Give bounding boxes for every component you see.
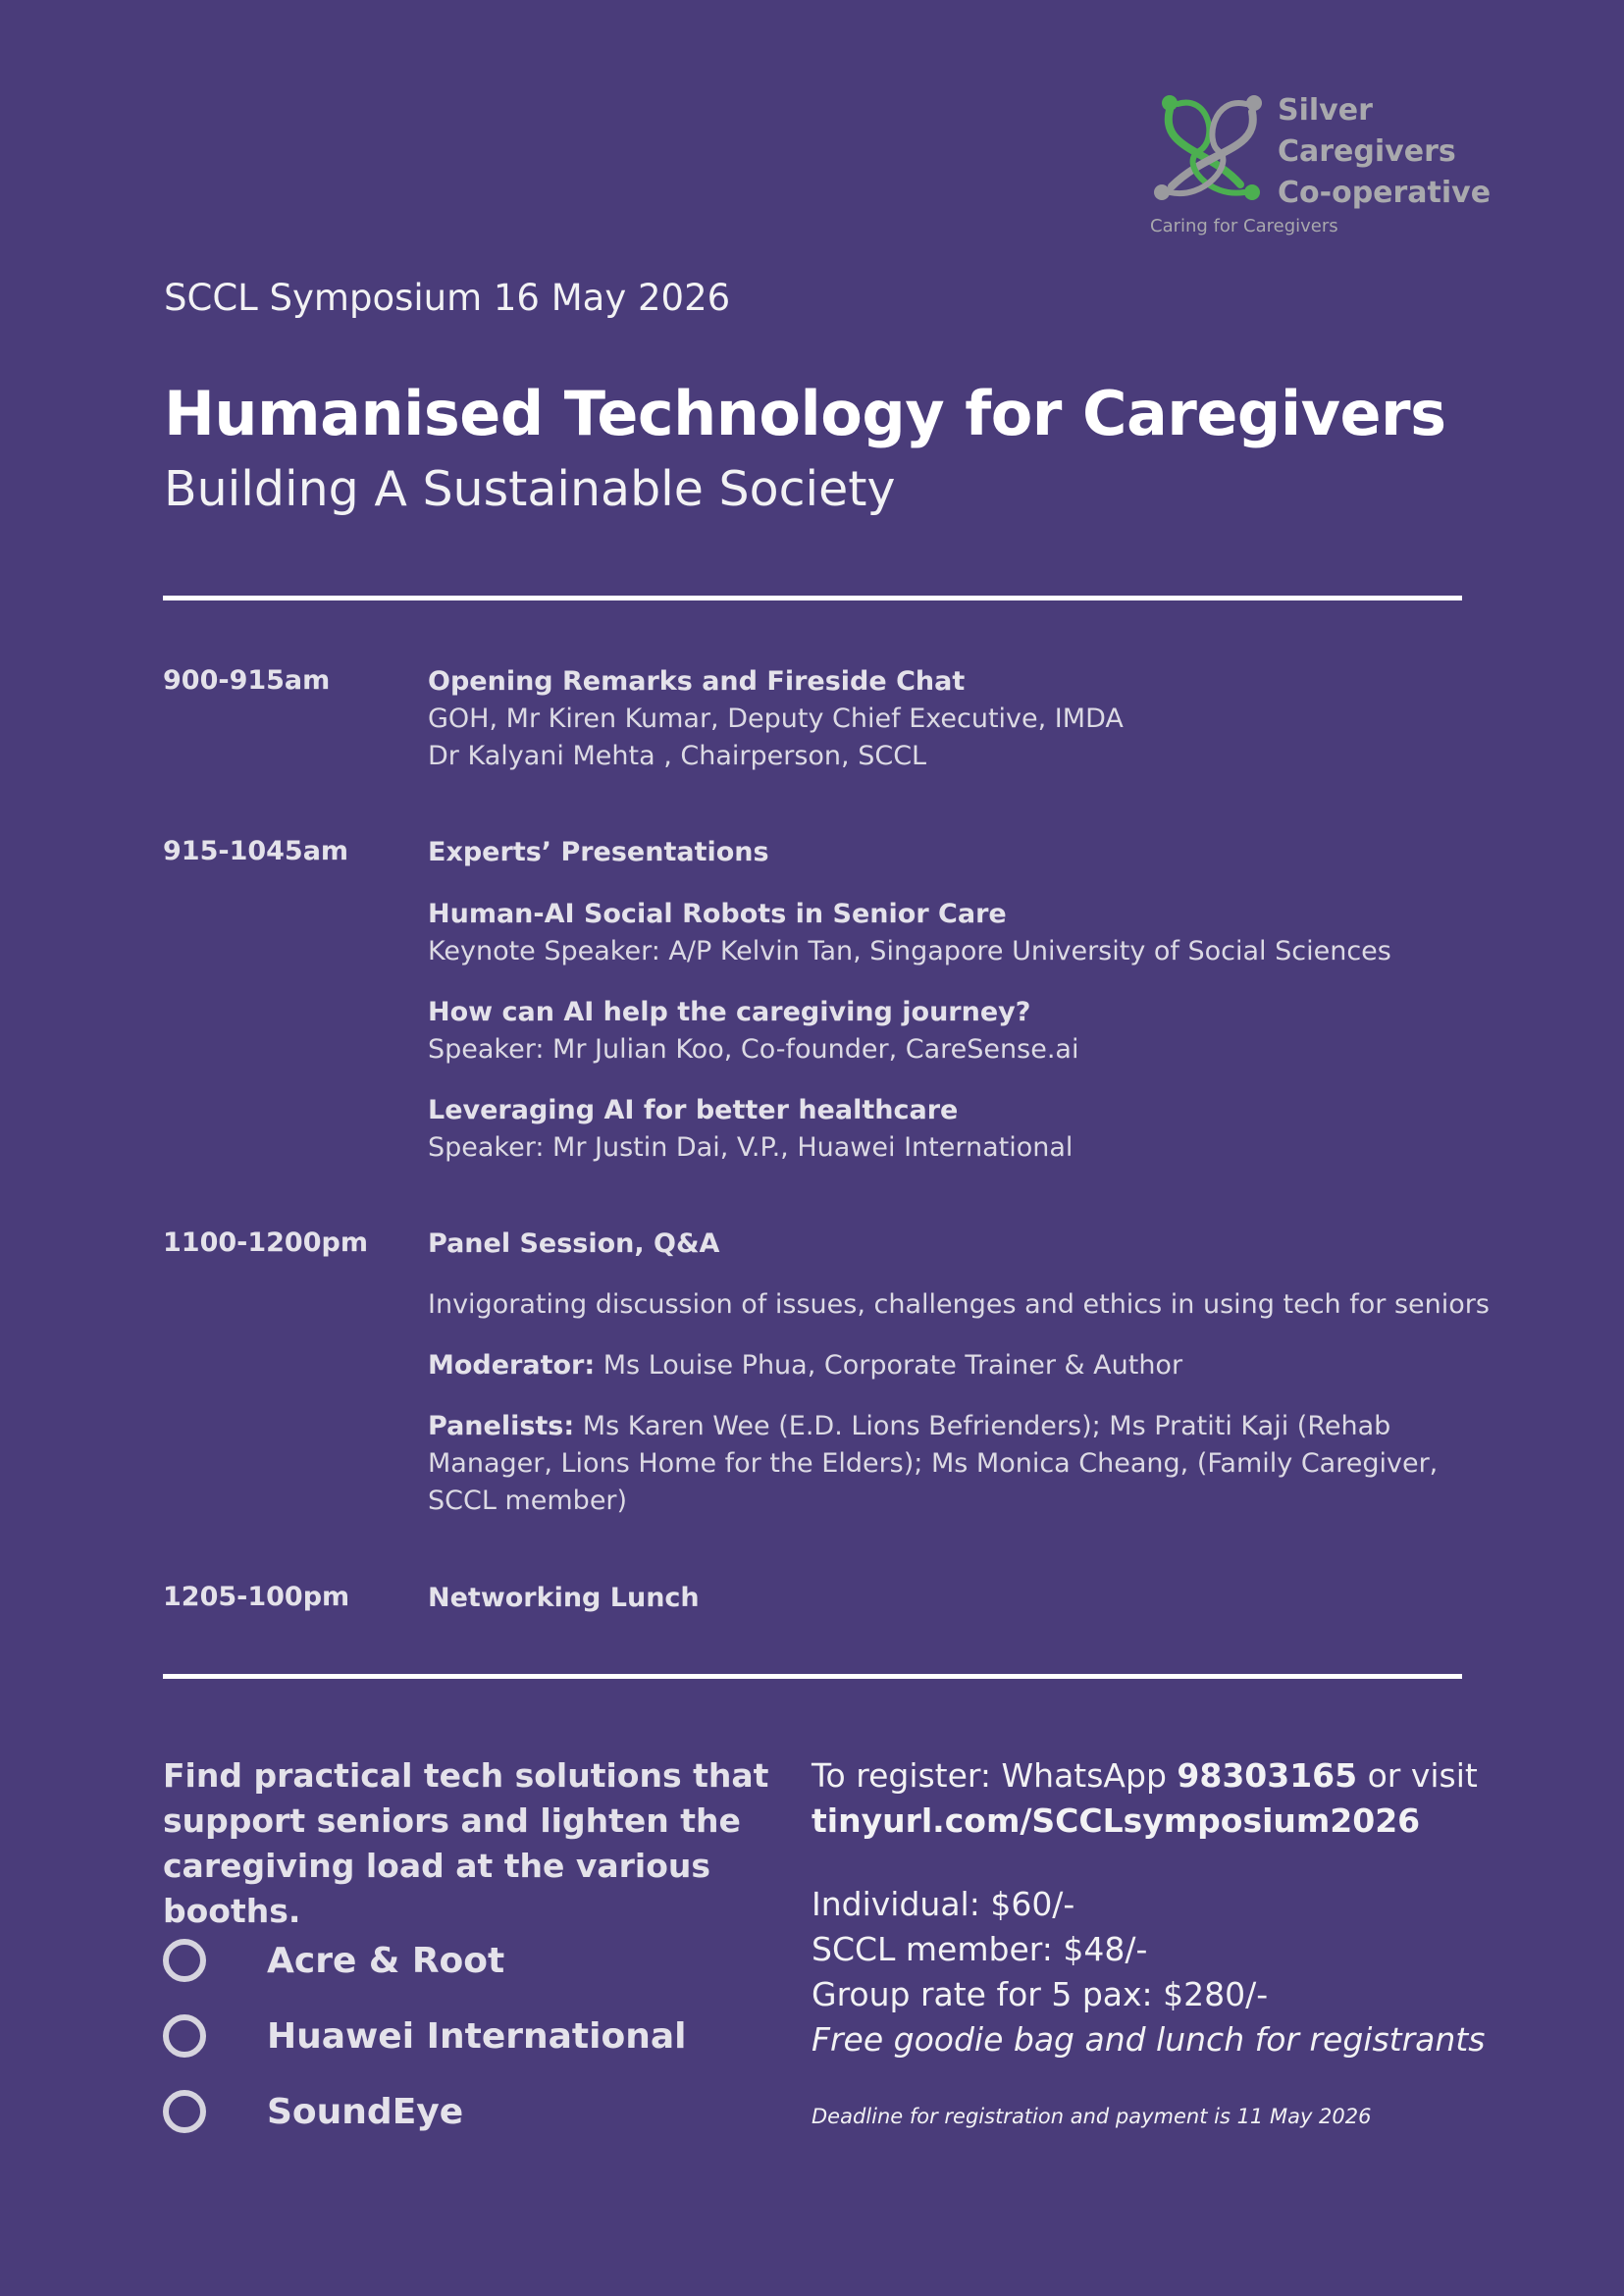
logo-tagline: Caring for Caregivers — [1150, 216, 1338, 236]
talk-speaker-2: Speaker: Mr Julian Koo, Co-founder, CareSense.ai — [428, 1034, 1079, 1065]
panelists-names: Ms Karen Wee (E.D. Lions Befrienders); Ms Pratiti Kaji (Rehab Manager, Lions Home for the Elders); Ms Monica Cheang, (Family Caregiver, SCCL member) — [428, 1411, 1439, 1516]
talk-title-2: How can AI help the caregiving journey? — [428, 997, 1031, 1027]
top-divider — [163, 596, 1462, 600]
booth-promo-text: Find practical tech solutions that support seniors and lighten the caregiving load at the various booths. — [163, 1756, 769, 1930]
schedule-time-1: 900-915am — [163, 665, 331, 696]
event-date-line: SCCL Symposium 16 May 2026 — [164, 277, 731, 319]
logo — [1150, 90, 1523, 247]
panel-panelists — [428, 1408, 1448, 1520]
booth-item-1 — [163, 1939, 504, 1982]
bottom-divider — [163, 1674, 1462, 1679]
talk-title-1: Human-AI Social Robots in Senior Care — [428, 899, 1007, 929]
schedule-time-4: 1205-100pm — [163, 1582, 350, 1612]
booth-label-2: Huawei International — [267, 2015, 687, 2057]
register-mid: or visit — [1357, 1756, 1478, 1795]
logo-line1: Silver — [1278, 93, 1373, 128]
whatsapp-number: 98303165 — [1177, 1756, 1358, 1795]
talk-speaker-1: Keynote Speaker: A/P Kelvin Tan, Singapore University of Social Sciences — [428, 936, 1391, 966]
moderator-label: Moderator: — [428, 1350, 596, 1381]
cooperative-knot-icon — [1150, 90, 1268, 208]
booth-label-3: SoundEye — [267, 2091, 464, 2132]
registration-url: tinyurl.com/SCCLsymposium2026 — [812, 1801, 1421, 1840]
logo-line3: Co-operative — [1278, 176, 1492, 210]
schedule-heading-4: Networking Lunch — [428, 1583, 700, 1613]
logo-line2: Caregivers — [1278, 134, 1456, 169]
schedule-heading-1: Opening Remarks and Fireside Chat — [428, 666, 966, 697]
schedule-item-1 — [428, 663, 1507, 775]
schedule-detail-1a: GOH, Mr Kiren Kumar, Deputy Chief Executive, IMDA — [428, 704, 1124, 734]
schedule-time-3: 1100-1200pm — [163, 1227, 368, 1258]
price-member: SCCL member: $48/- — [812, 1930, 1148, 1968]
booth-label-1: Acre & Root — [267, 1940, 505, 1981]
schedule-item-4 — [428, 1580, 1507, 1617]
panel-description: Invigorating discussion of issues, challenges and ethics in using tech for seniors — [428, 1289, 1490, 1320]
page-subtitle: Building A Sustainable Society — [164, 461, 896, 517]
booth-item-2 — [163, 2014, 686, 2058]
registration-info — [812, 1753, 1518, 1844]
moderator-name: Ms Louise Phua, Corporate Trainer & Author — [595, 1350, 1183, 1381]
page-title: Humanised Technology for Caregivers — [164, 378, 1446, 449]
talk-title-3: Leveraging AI for better healthcare — [428, 1095, 959, 1125]
circle-bullet-icon — [163, 1939, 206, 1982]
schedule-item-3 — [428, 1226, 1507, 1520]
price-group: Group rate for 5 pax: $280/- — [812, 1975, 1269, 2013]
price-individual: Individual: $60/- — [812, 1885, 1075, 1923]
schedule-item-2 — [428, 834, 1507, 1167]
schedule-detail-1b: Dr Kalyani Mehta , Chairperson, SCCL — [428, 741, 927, 771]
freebie-note: Free goodie bag and lunch for registrants — [812, 2020, 1486, 2059]
talk-speaker-3: Speaker: Mr Justin Dai, V.P., Huawei International — [428, 1132, 1074, 1163]
panel-moderator — [428, 1347, 1507, 1384]
schedule-heading-3: Panel Session, Q&A — [428, 1228, 720, 1259]
circle-bullet-icon — [163, 2090, 206, 2133]
register-prefix: To register: WhatsApp — [812, 1756, 1178, 1795]
logo-wordmark — [1278, 90, 1491, 214]
pricing-list — [812, 1882, 1538, 2062]
schedule-time-2: 915-1045am — [163, 836, 349, 866]
panelists-label: Panelists: — [428, 1411, 575, 1441]
booth-item-3 — [163, 2090, 463, 2133]
circle-bullet-icon — [163, 2014, 206, 2058]
registration-deadline: Deadline for registration and payment is 11 May 2026 — [812, 2105, 1372, 2128]
schedule-heading-2: Experts’ Presentations — [428, 837, 769, 867]
